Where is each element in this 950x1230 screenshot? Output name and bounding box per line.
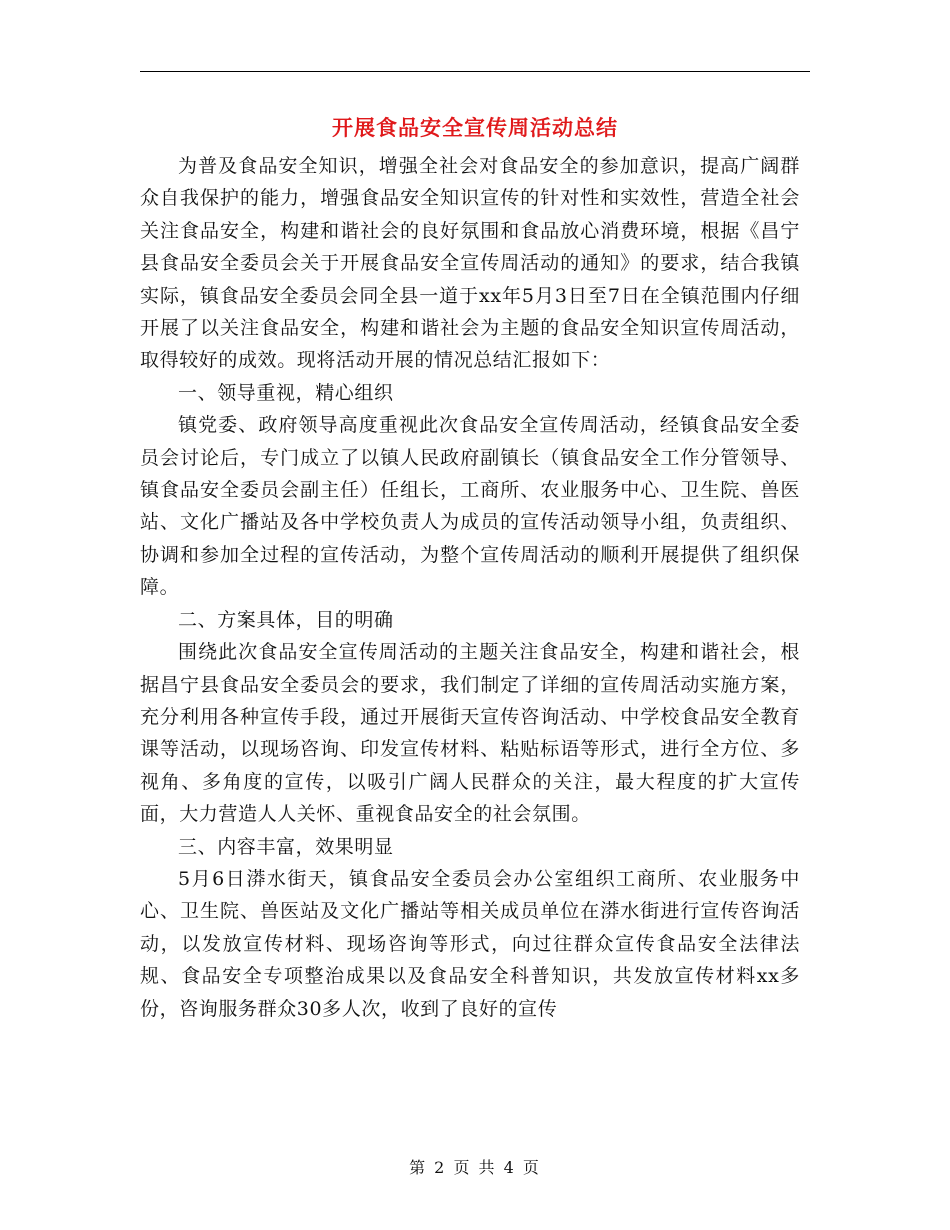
section-1-paragraph: 镇党委、政府领导高度重视此次食品安全宣传周活动，经镇食品安全委员会讨论后，专门成立了以镇人民政府副镇长（镇食品安全工作分管领导、镇食品安全委员会副主任）任组长，工商所、农业服务中心、卫生院、兽医站、文化广播站及各中学校负责人为成员的宣传活动领导小组，负责组织、协调和参加全过程的宣传活动，为整个宣传周活动的顺利开展提供了组织保障。 (140, 414, 800, 599)
header-rule (140, 71, 810, 72)
section-2-paragraph: 围绕此次食品安全宣传周活动的主题关注食品安全，构建和谐社会，根据昌宁县食品安全委员会的要求，我们制定了详细的宣传周活动实施方案，充分利用各种宣传手段，通过开展街天宣传咨询活动、中学校食品安全教育课等活动，以现场咨询、印发宣传材料、粘贴标语等形式，进行全方位、多视角、多角度的宣传，以吸引广阔人民群众的关注，最大程度的扩大宣传面，大力营造人人关怀、重视食品安全的社会氛围。 (140, 641, 800, 826)
intro-paragraph: 为普及食品安全知识，增强全社会对食品安全的参加意识，提高广阔群众自我保护的能力，增强食品安全知识宣传的针对性和实效性，营造全社会关注食品安全，构建和谐社会的良好氛围和食品放心消费环境，根据《昌宁县食品安全委员会关于开展食品安全宣传周活动的通知》的要求，结合我镇实际，镇食品安全委员会同全县一道于xx年5月3日至7日在全镇范围内仔细开展了以关注食品安全，构建和谐社会为主题的食品安全知识宣传周活动，取得较好的成效。现将活动开展的情况总结汇报如下： (140, 155, 800, 372)
section-heading-1: 一、领导重视，精心组织 (178, 381, 394, 404)
section-heading-2: 二、方案具体，目的明确 (178, 608, 394, 631)
section-3-paragraph: 5月6日漭水街天，镇食品安全委员会办公室组织工商所、农业服务中心、卫生院、兽医站及文化广播站等相关成员单位在漭水街进行宣传咨询活动，以发放宣传材料、现场咨询等形式，向过往群众宣传食品安全法律法规、食品安全专项整治成果以及食品安全科普知识，共发放宣传材料xx多份，咨询服务群众30多人次，收到了良好的宣传 (140, 867, 800, 1020)
page-number-footer: 第 2 页 共 4 页 (409, 1158, 541, 1177)
document-body (140, 150, 800, 1025)
section-heading-3: 三、内容丰富，效果明显 (178, 835, 394, 858)
page-title: 开展食品安全宣传周活动总结 (332, 115, 618, 140)
